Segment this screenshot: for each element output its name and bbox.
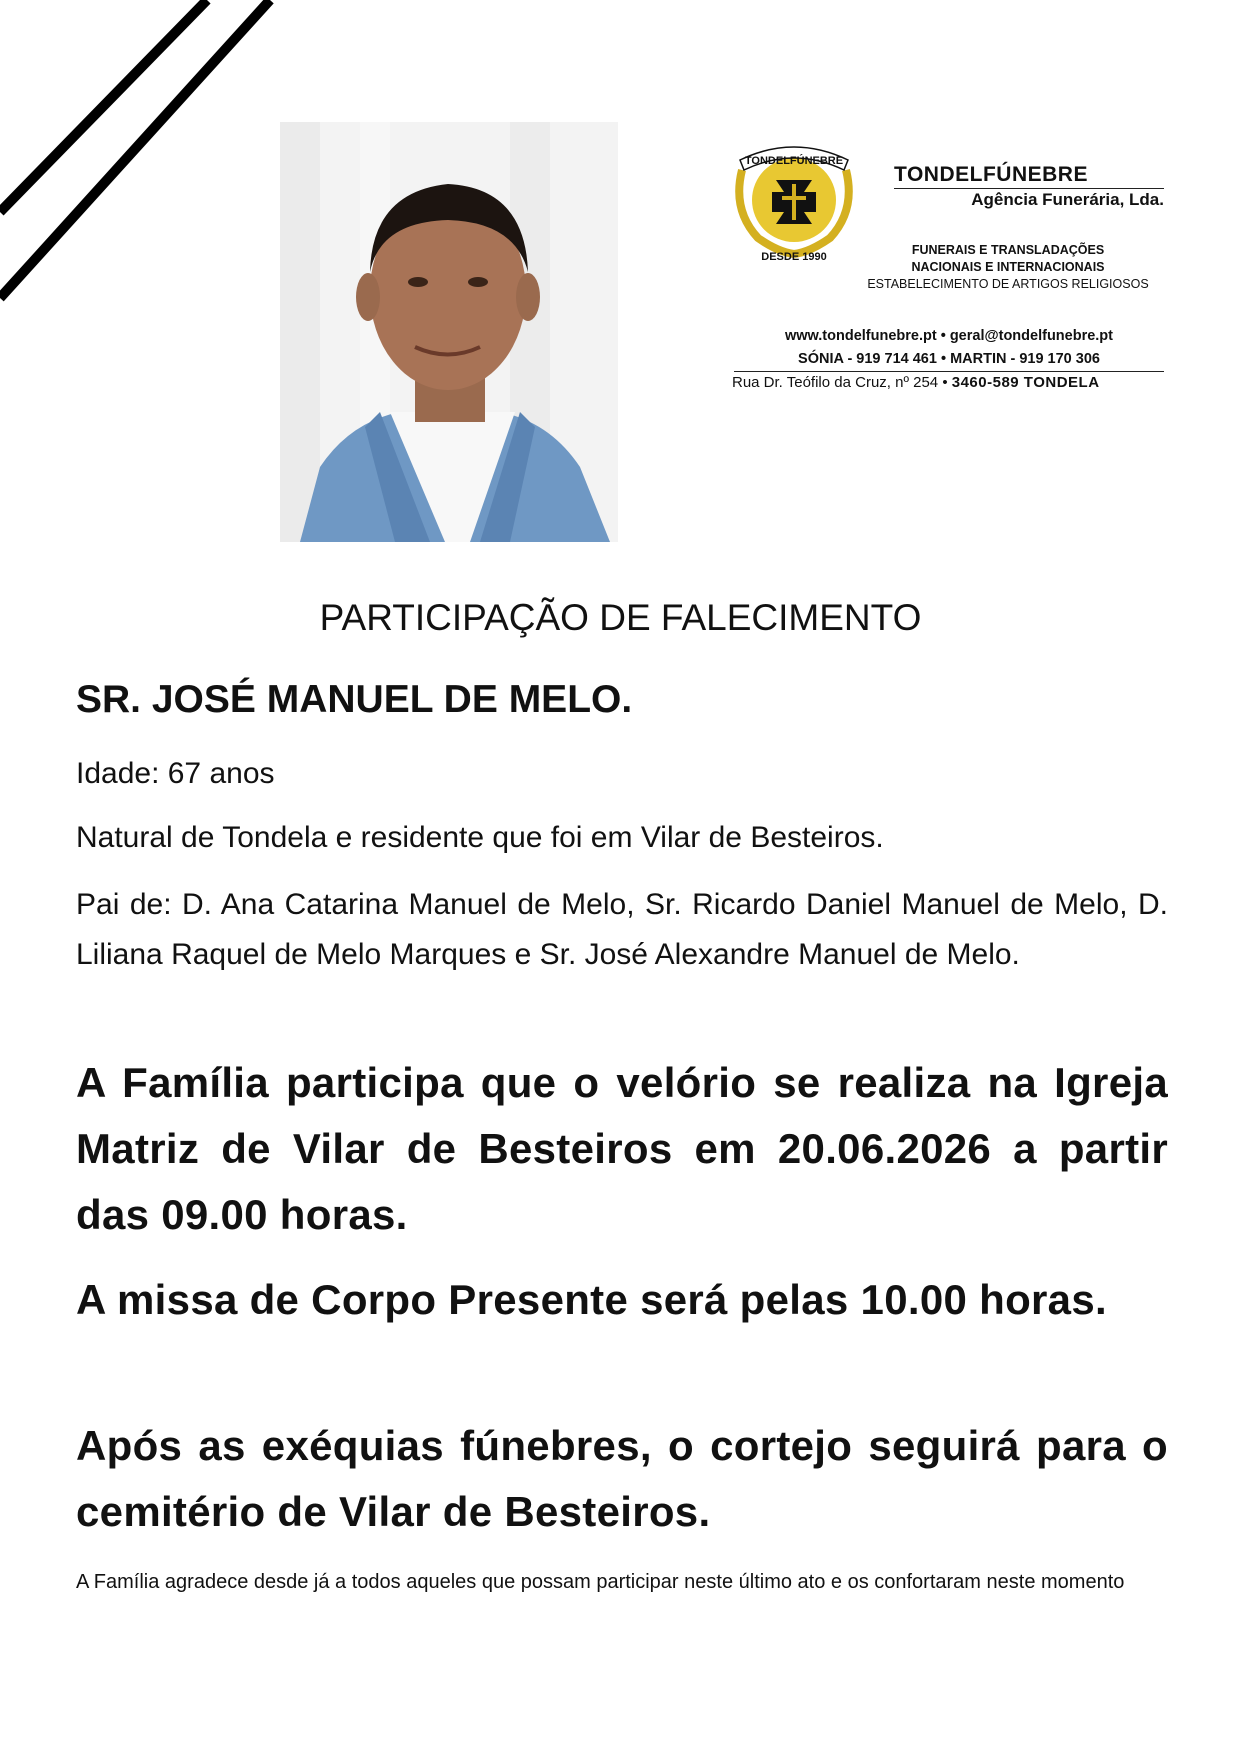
deceased-age: Idade: 67 anos <box>76 757 275 790</box>
agency-logo <box>728 130 860 264</box>
services-line: ESTABELECIMENTO DE ARTIGOS RELIGIOSOS <box>867 277 1149 291</box>
web-email: www.tondelfunebre.pt • geral@tondelfunebre.pt <box>784 328 1113 344</box>
agency-name: TONDELFÚNEBRE <box>894 163 1164 189</box>
address-city: 3460-589 TONDELA <box>951 374 1100 391</box>
agency-address <box>732 374 1166 391</box>
logo-since: DESDE 1990 <box>761 251 827 263</box>
services-line: FUNERAIS E TRANSLADAÇÕES <box>911 243 1105 257</box>
mourning-ribbon-icon <box>0 0 280 310</box>
notice-heading: PARTICIPAÇÃO DE FALECIMENTO <box>319 597 922 638</box>
procession-paragraph: Após as exéquias fúnebres, o cortejo seguirá para o cemitério de Vilar de Besteiros. <box>76 1422 1168 1535</box>
logo-text: TONDELFÚNEBRE <box>744 155 844 167</box>
wake-paragraph: A Família participa que o velório se realiza na Igreja Matriz de Vilar de Besteiros em 20.06.2026 a partir das 09.00 horas. <box>76 1059 1168 1238</box>
thanks-note: A Família agradece desde já a todos aqueles que possam participar neste último ato e os confortaram neste momento <box>76 1571 1125 1593</box>
deceased-origin: Natural de Tondela e residente que foi em Vilar de Besteiros. <box>76 821 884 854</box>
agency-subtitle: Agência Funerária, Lda. <box>971 190 1164 209</box>
deceased-portrait <box>280 122 618 542</box>
phone-numbers: SÓNIA - 919 714 461 • MARTIN - 919 170 306 <box>734 348 1164 372</box>
deceased-name: SR. JOSÉ MANUEL DE MELO. <box>76 678 633 721</box>
mass-paragraph: A missa de Corpo Presente será pelas 10.00 horas. <box>76 1276 1107 1323</box>
agency-services <box>858 242 1158 293</box>
children-paragraph: Pai de: D. Ana Catarina Manuel de Melo, Sr. Ricardo Daniel Manuel de Melo, D. Liliana Raquel de Melo Marques e Sr. José Alexandre Manuel de Melo. <box>76 888 1168 971</box>
address-street: Rua Dr. Teófilo da Cruz, nº 254 • <box>732 374 948 391</box>
agency-contacts <box>734 325 1164 372</box>
services-line: NACIONAIS E INTERNACIONAIS <box>911 260 1105 274</box>
